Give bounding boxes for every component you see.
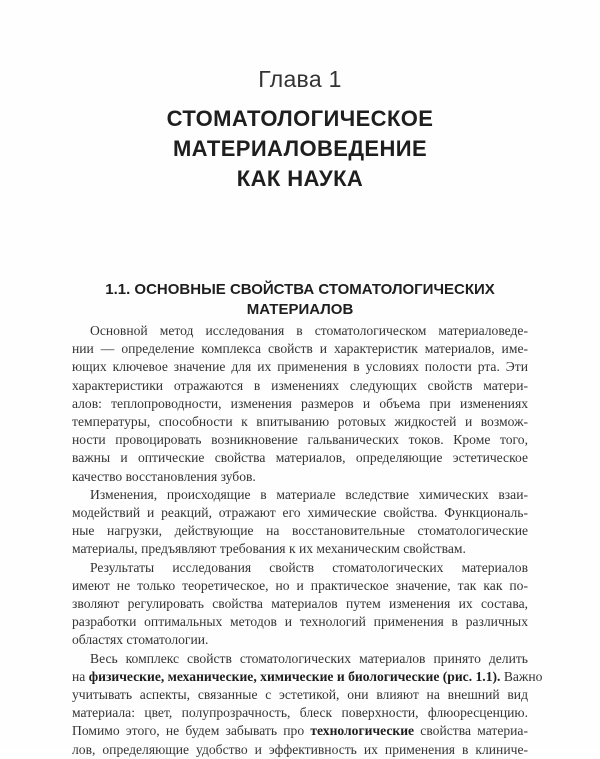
paragraph [72,486,528,559]
text-line: температуры, способности к впитыванию ротовых жидкостей и возмож- [72,414,528,430]
section-heading-line: МАТЕРИАЛОВ [246,301,354,318]
paragraph [72,559,528,650]
paragraph [72,650,543,759]
bold-term: физические, механические, химические и биологические (рис. 1.1). [88,668,501,684]
text-line: качество восстановления зубов. [72,468,256,484]
text-line: важны и оптические свойства материалов, определяющие эстетическое [72,450,528,466]
text-line: имеют не только теоретическое, но и практическое значение, так как по- [72,577,528,593]
text-line: Результаты исследования свойств стоматологических материалов [90,559,528,575]
text-run: на [72,668,89,684]
text-line [72,722,528,740]
text-run: Важно [500,668,543,684]
chapter-title-line: КАК НАУКА [236,166,364,191]
text-line [72,668,543,686]
text-line: ные нагрузки, действующие на восстановительные стоматологические [72,523,528,539]
text-line: Весь комплекс свойств стоматологических материалов принято делить [90,650,528,666]
chapter-label: Глава 1 [258,66,342,92]
text-line: алов: теплопроводности, изменения размеров и объема при изменениях [72,395,528,411]
chapter-title-line: МАТЕРИАЛОВЕДЕНИЕ [172,136,428,161]
text-line: лов, определяющие удобство и эффективность их применения в клиниче- [72,741,528,757]
section-heading [0,280,600,320]
text-line: ющих ключевое значение для их применения в условиях полости рта. Эти [72,359,528,375]
text-line: областях стоматологии. [72,632,209,648]
text-line: модействий и реакций, отражают его химические свойства. Функциональ- [72,505,528,521]
text-line: учитывать аспекты, связанные с эстетикой, они влияют на внешний вид [72,687,528,703]
chapter-title-line: СТОМАТОЛОГИЧЕСКОЕ [166,106,434,131]
text-line: Основной метод исследования в стоматологическом материаловеде- [90,323,528,338]
chapter-title [0,104,600,194]
text-line: характеристики отражаются в изменениях следующих свойств матери- [72,377,528,393]
text-run: Помимо этого, не будем забывать про [72,723,311,739]
text-run: свойства материа- [414,723,528,739]
text-line: нии — определение комплекса свойств и характеристик материалов, име- [72,341,528,357]
paragraph [72,322,528,486]
text-line: материалы, предъявляют требования к их механическим свойствам. [72,541,466,557]
text-line: ности провоцировать возникновение гальванических токов. Кроме того, [72,432,528,448]
text-line: Изменения, происходящие в материале вследствие химических взаи- [90,486,528,502]
text-line: разработки оптимальных методов и технологий применения в различных [72,614,528,630]
text-line: материала: цвет, полупрозрачность, блеск поверхности, флюоресценцию. [72,705,528,721]
bold-term: технологические [310,723,415,739]
section-heading-line: 1.1. ОСНОВНЫЕ СВОЙСТВА СТОМАТОЛОГИЧЕСКИХ [105,281,495,298]
text-line: зволяют регулировать свойства материалов путем изменения их состава, [72,596,528,612]
body-text [72,322,543,759]
